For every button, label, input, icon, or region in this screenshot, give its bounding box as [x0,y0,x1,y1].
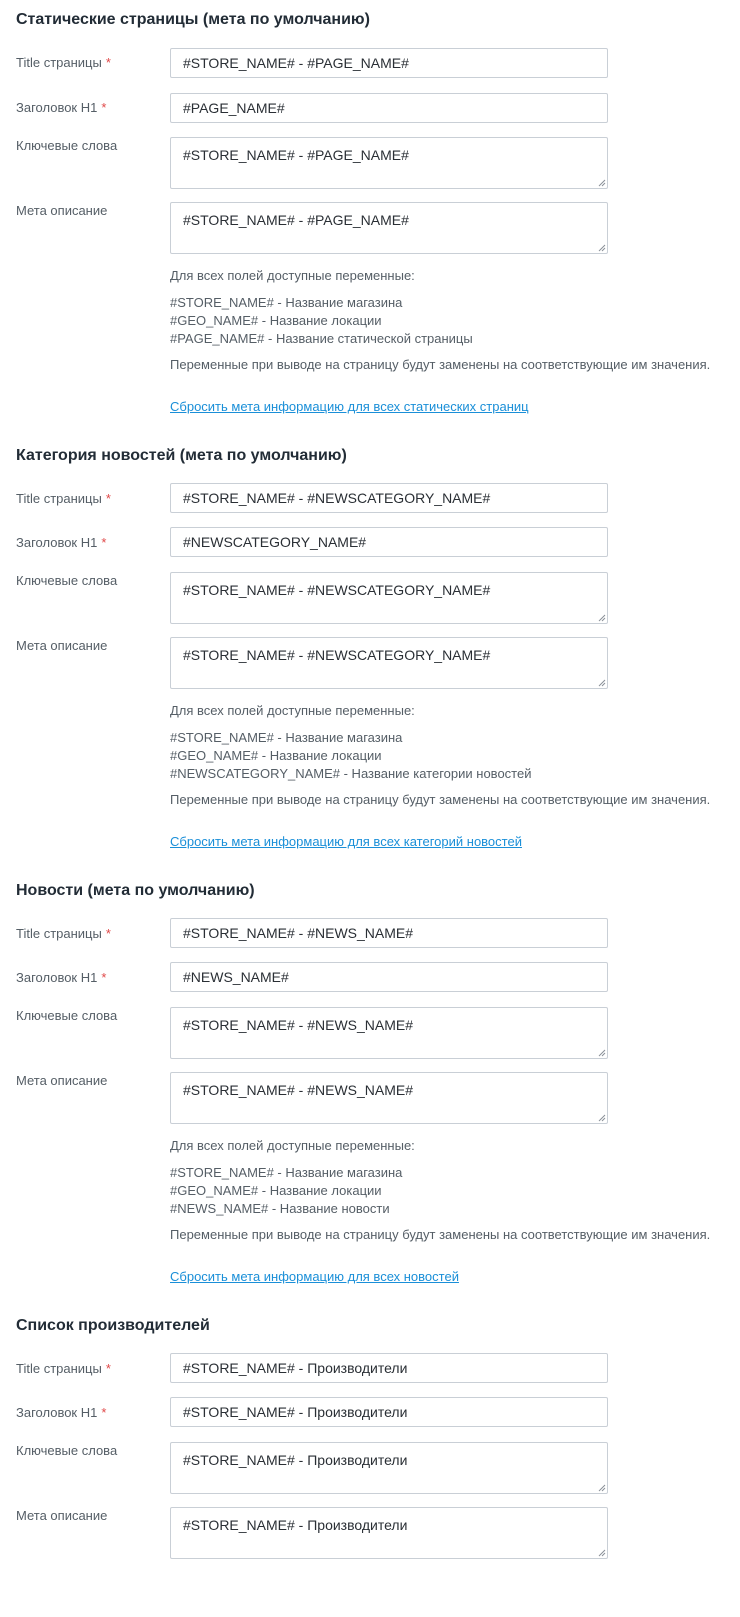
resize-handle-icon[interactable] [597,1483,606,1492]
keywords-label: Ключевые слова [16,138,118,153]
resize-handle-icon[interactable] [597,1048,606,1057]
section-title: Список производителей [16,1317,210,1334]
description-textarea[interactable]: #STORE_NAME# - #NEWSCATEGORY_NAME# [170,637,608,689]
variable-item: #NEWSCATEGORY_NAME# - Название категории новостей [170,766,532,781]
h1-input[interactable]: #NEWS_NAME# [170,962,608,992]
title-input[interactable]: #STORE_NAME# - Производители [170,1353,608,1383]
required-mark: * [101,100,107,115]
required-mark: * [105,1361,111,1376]
resize-handle-icon[interactable] [597,178,606,187]
required-mark: * [101,1405,107,1420]
keywords-label: Ключевые слова [16,573,118,588]
section-title: Категория новостей (мета по умолчанию) [16,447,347,464]
resize-handle-icon[interactable] [597,678,606,687]
h1-input[interactable]: #STORE_NAME# - Производители [170,1397,608,1427]
reset-meta-link[interactable]: Сбросить мета информацию для всех статических страниц [170,399,529,414]
variables-note: Переменные при выводе на страницу будут заменены на соответствующие им значения. [170,792,711,807]
reset-meta-link[interactable]: Сбросить мета информацию для всех новостей [170,1269,459,1284]
h1-input[interactable]: #NEWSCATEGORY_NAME# [170,527,608,557]
section-title: Новости (мета по умолчанию) [16,882,255,899]
title-label: Title страницы * [16,926,111,941]
resize-handle-icon[interactable] [597,613,606,622]
variables-intro: Для всех полей доступные переменные: [170,1138,415,1153]
variables-intro: Для всех полей доступные переменные: [170,268,415,283]
h1-label: Заголовок H1 * [16,1405,107,1420]
description-textarea[interactable]: #STORE_NAME# - #PAGE_NAME# [170,202,608,254]
required-mark: * [101,970,107,985]
keywords-textarea[interactable]: #STORE_NAME# - #NEWS_NAME# [170,1007,608,1059]
description-label: Мета описание [16,203,108,218]
description-textarea[interactable]: #STORE_NAME# - #NEWS_NAME# [170,1072,608,1124]
title-label: Title страницы * [16,55,111,70]
title-input[interactable]: #STORE_NAME# - #PAGE_NAME# [170,48,608,78]
keywords-textarea[interactable]: #STORE_NAME# - #NEWSCATEGORY_NAME# [170,572,608,624]
keywords-textarea[interactable]: #STORE_NAME# - #PAGE_NAME# [170,137,608,189]
variable-item: #STORE_NAME# - Название магазина [170,295,403,310]
variables-intro: Для всех полей доступные переменные: [170,703,415,718]
keywords-textarea[interactable]: #STORE_NAME# - Производители [170,1442,608,1494]
keywords-label: Ключевые слова [16,1008,118,1023]
title-label: Title страницы * [16,491,111,506]
variables-note: Переменные при выводе на страницу будут заменены на соответствующие им значения. [170,1227,711,1242]
variable-item: #STORE_NAME# - Название магазина [170,730,403,745]
keywords-label: Ключевые слова [16,1443,118,1458]
required-mark: * [101,535,107,550]
reset-meta-link[interactable]: Сбросить мета информацию для всех категорий новостей [170,834,522,849]
required-mark: * [105,926,111,941]
variable-item: #PAGE_NAME# - Название статической страницы [170,331,473,346]
h1-label: Заголовок H1 * [16,970,107,985]
description-textarea[interactable]: #STORE_NAME# - Производители [170,1507,608,1559]
resize-handle-icon[interactable] [597,1113,606,1122]
description-label: Мета описание [16,638,108,653]
variable-item: #STORE_NAME# - Название магазина [170,1165,403,1180]
resize-handle-icon[interactable] [597,1548,606,1557]
title-input[interactable]: #STORE_NAME# - #NEWSCATEGORY_NAME# [170,483,608,513]
variable-item: #GEO_NAME# - Название локации [170,313,382,328]
required-mark: * [105,55,111,70]
variable-item: #GEO_NAME# - Название локации [170,1183,382,1198]
h1-label: Заголовок H1 * [16,535,107,550]
variable-item: #NEWS_NAME# - Название новости [170,1201,390,1216]
description-label: Мета описание [16,1073,108,1088]
section-title: Статические страницы (мета по умолчанию) [16,11,370,28]
variable-item: #GEO_NAME# - Название локации [170,748,382,763]
variables-note: Переменные при выводе на страницу будут заменены на соответствующие им значения. [170,357,711,372]
h1-input[interactable]: #PAGE_NAME# [170,93,608,123]
description-label: Мета описание [16,1508,108,1523]
h1-label: Заголовок H1 * [16,100,107,115]
required-mark: * [105,491,111,506]
title-label: Title страницы * [16,1361,111,1376]
resize-handle-icon[interactable] [597,243,606,252]
title-input[interactable]: #STORE_NAME# - #NEWS_NAME# [170,918,608,948]
